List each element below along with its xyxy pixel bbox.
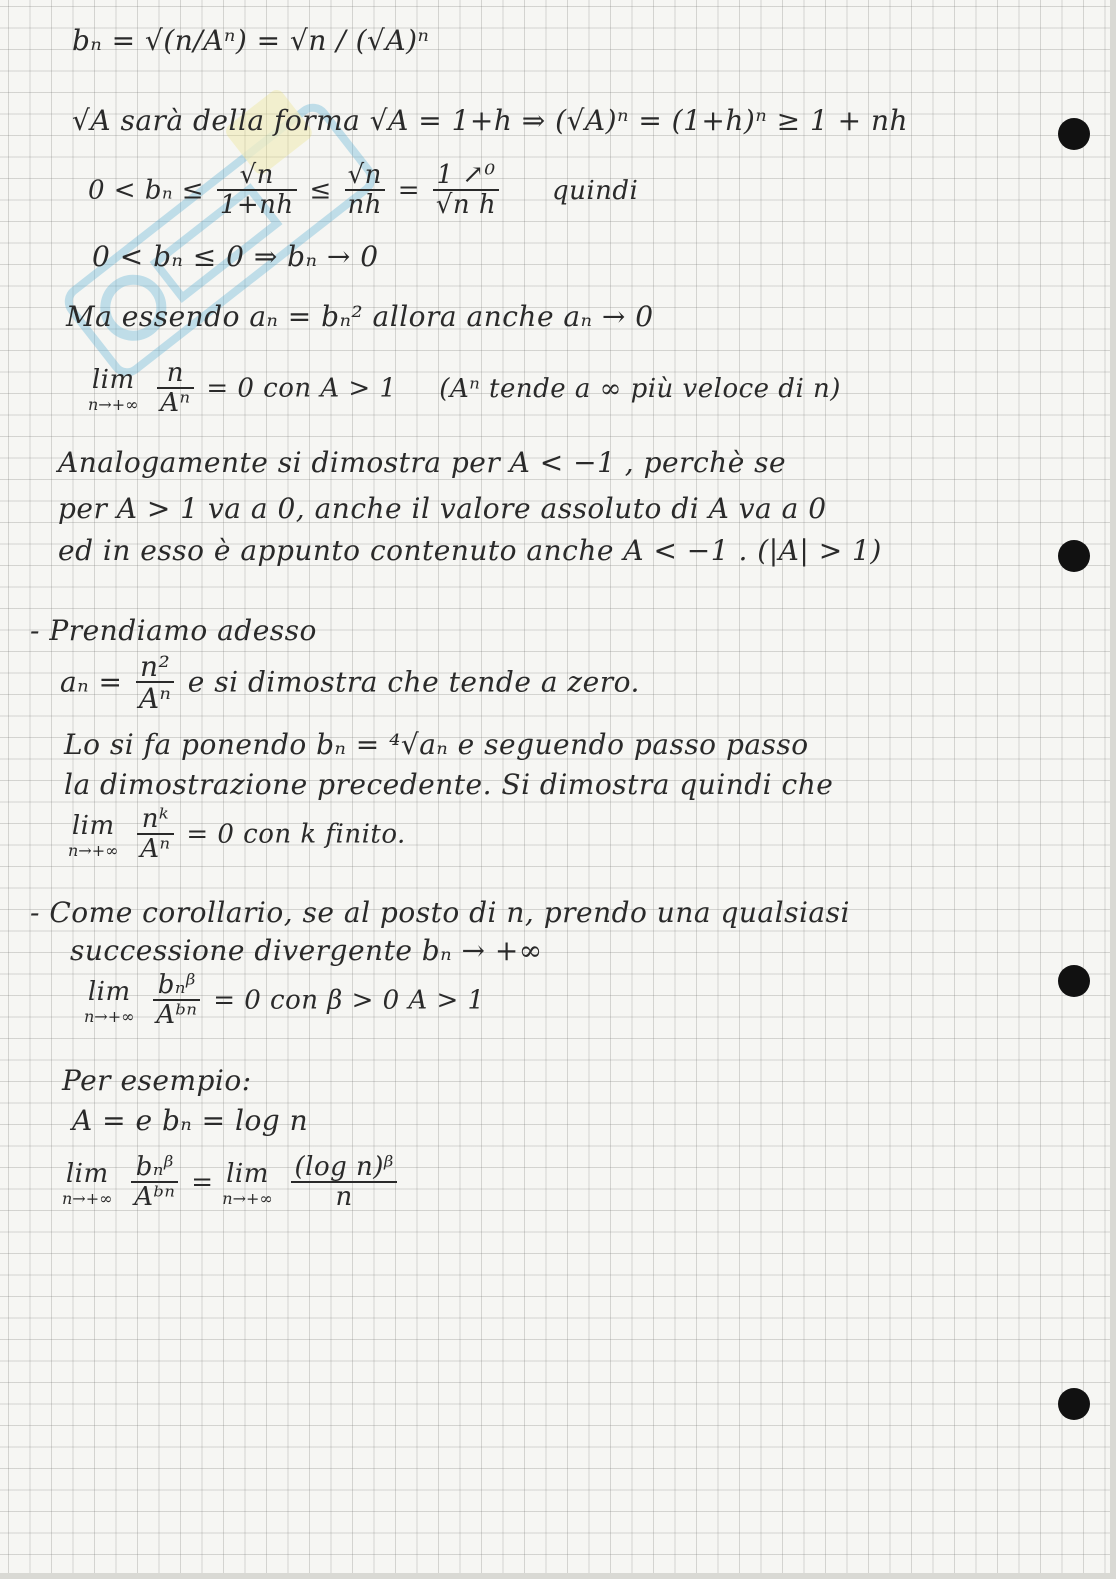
text-segment: = 0 con A > 1 [206,373,397,404]
limit-operator: lim n→+∞ [84,976,135,1026]
text-segment: quindi [551,175,639,206]
fraction: $\frac{\text{bₙᵝ}}{\text{Aᵇⁿ}}$ [131,1154,178,1213]
sqrt-a-form-line [72,104,908,137]
text-segment: 0 < bₙ ≤ [88,175,205,206]
paragraph-line: Analogamente si dimostra per A < −1 , perchè se [58,446,787,479]
inequality-chain-line [88,162,638,221]
text-segment: e si dimostra che tende a zero. [187,665,640,699]
example-heading: Per esempio: [62,1064,252,1097]
text-segment: = [191,1167,214,1198]
an-limit-line: Ma essendo aₙ = bₙ² allora anche aₙ → 0 [66,300,654,333]
limit-nk-line [68,806,406,865]
section-heading: - Prendiamo adesso [30,614,317,647]
text-segment: = [397,175,421,206]
fraction: $\frac{\text{1 ↗⁰}}{\text{√n h}}$ [433,162,499,221]
paragraph-line: la dimostrazione precedente. Si dimostra quindi che [64,768,834,801]
text-segment: (Aⁿ tende a ∞ più veloce di n) [439,373,841,404]
paragraph-line: ed in esso è appunto contenuto anche A < −1 . (|A| > 1) [58,534,882,567]
text-segment: = 0 con k finito. [186,819,406,850]
equation-segment: √A = 1+h ⇒ (√A)ⁿ = (1+h)ⁿ ≥ 1 + nh [369,104,909,137]
equation-bn-sqrt: bₙ = √(n/Aⁿ) = √n / (√A)ⁿ [72,24,430,57]
section-heading: - Come corollario, se al posto di n, prendo una qualsiasi [30,896,850,929]
binder-hole [1058,540,1090,572]
limit-bn-beta-line [84,972,485,1031]
limit-operator: lim n→+∞ [68,810,119,860]
an-definition-line [60,652,640,716]
paragraph-line: per A > 1 va a 0, anche il valore assoluto di A va a 0 [58,492,827,525]
binder-hole [1058,965,1090,997]
text-segment: aₙ = [60,665,123,699]
limit-operator: lim n→+∞ [222,1158,273,1208]
paragraph-line: successione divergente bₙ → +∞ [70,934,543,967]
text-segment: ≤ [309,175,332,206]
limit-operator: lim n→+∞ [88,364,139,414]
example-limit-line [62,1154,401,1213]
fraction: $\frac{√n}{nh}$ [345,162,386,221]
fraction: $\frac{√n}{1+nh}$ [217,162,297,221]
bn-limit-line: 0 < bₙ ≤ 0 ⇒ bₙ → 0 [92,240,379,273]
text-segment: √A sarà della forma [72,104,370,137]
example-definition-line: A = e bₙ = log n [72,1104,309,1137]
limit-n-over-an-line [88,360,841,419]
limit-operator: lim n→+∞ [62,1158,113,1208]
binder-hole [1058,118,1090,150]
binder-hole [1058,1388,1090,1420]
fraction: $\frac{\text{bₙᵝ}}{\text{Aᵇⁿ}}$ [153,972,200,1031]
fraction: $\frac{\text{nᵏ}}{\text{Aⁿ}}$ [137,806,173,865]
fraction: $\frac{\text{n²}}{\text{Aⁿ}}$ [136,652,175,716]
fraction: $\frac{n}{\text{Aⁿ}}$ [157,360,193,419]
fraction: $\frac{\text{(log n)ᵝ}}{n}$ [291,1154,396,1213]
text-segment: = 0 con β > 0 A > 1 [213,985,485,1016]
paragraph-line: Lo si fa ponendo bₙ = ⁴√aₙ e seguendo passo passo [64,728,809,761]
